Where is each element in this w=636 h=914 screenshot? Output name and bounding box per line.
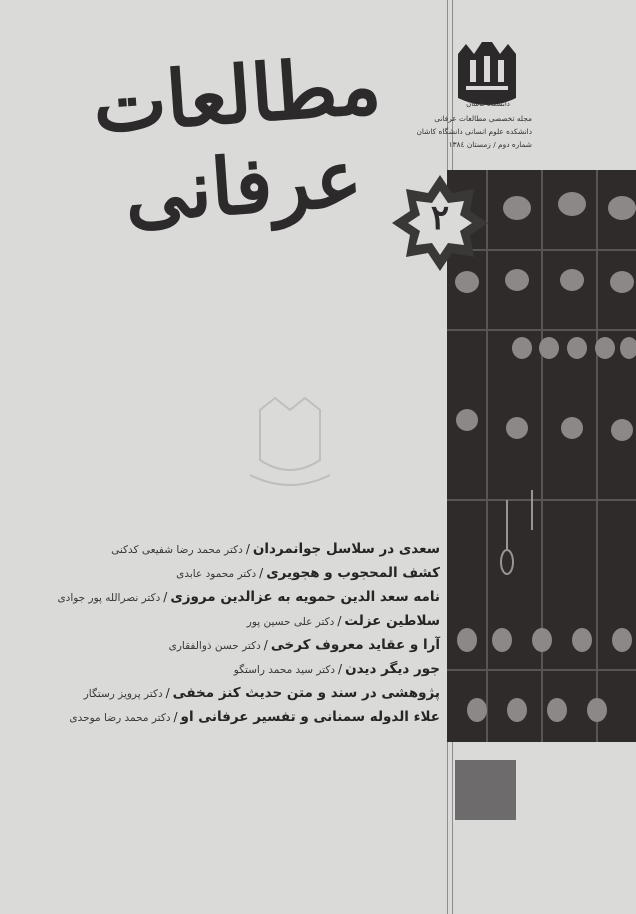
article-title: آرا و عقاید معروف کرخی (270, 637, 440, 653)
toc-item (40, 704, 440, 728)
toc-separator: / (165, 686, 170, 700)
toc-item (40, 560, 440, 584)
article-author: دکتر حسن ذوالفقاری (168, 640, 261, 652)
toc-separator: / (259, 566, 264, 580)
toc-separator: / (163, 590, 168, 604)
toc-separator: / (338, 662, 343, 676)
article-author: دکتر محمود عابدی (176, 568, 257, 580)
toc-separator: / (337, 614, 342, 628)
article-title: نامه سعد الدین حمویه به عزالدین مروزی (170, 589, 440, 605)
article-author: دکتر نصرالله پور جوادی (57, 592, 161, 604)
corner-square (455, 760, 516, 820)
article-title: پژوهشی در سند و متن حدیث کنز مخفی (172, 685, 440, 701)
publisher-line: مجله تخصصی مطالعات عرفانی (434, 114, 532, 123)
article-author: دکتر پرویز رستگار (83, 688, 163, 700)
toc-item (40, 536, 440, 560)
toc-item (40, 584, 440, 608)
article-title: جور دیگر دیدن (345, 661, 440, 677)
toc-separator: / (263, 638, 268, 652)
publisher-line: دانشکده علوم انسانی دانشگاه کاشان (416, 127, 532, 136)
toc-item (40, 608, 440, 632)
title-block (60, 20, 420, 241)
article-author: دکتر علی حسین پور (246, 616, 335, 628)
article-author: دکتر محمد رضا موحدی (69, 712, 171, 724)
toc-item (40, 632, 440, 656)
article-author: دکتر سید محمد راستگو (233, 664, 336, 676)
logo-caption: دانشگاه کاشان (466, 100, 510, 108)
issue-number: ۲ (430, 198, 450, 238)
publisher-line: شماره دوم / زمستان ۱۳۸٤ (448, 140, 532, 149)
article-author: دکتر محمد رضا شفیعی کدکنی (111, 544, 243, 556)
toc-item (40, 656, 440, 680)
watermark-emblem-icon (230, 380, 350, 500)
table-of-contents (40, 536, 440, 728)
journal-title: مطالعات عرفانی (89, 40, 384, 241)
article-title: علاء الدوله سمنانی و تفسیر عرفانی او (180, 709, 440, 725)
toc-separator: / (245, 542, 250, 556)
publisher-info (416, 112, 532, 151)
toc-item (40, 680, 440, 704)
article-title: سلاطین عزلت (344, 613, 440, 629)
article-title: سعدی در سلاسل جوانمردان (252, 541, 440, 557)
article-title: کشف المحجوب و هجویری (266, 565, 440, 581)
toc-separator: / (173, 710, 178, 724)
